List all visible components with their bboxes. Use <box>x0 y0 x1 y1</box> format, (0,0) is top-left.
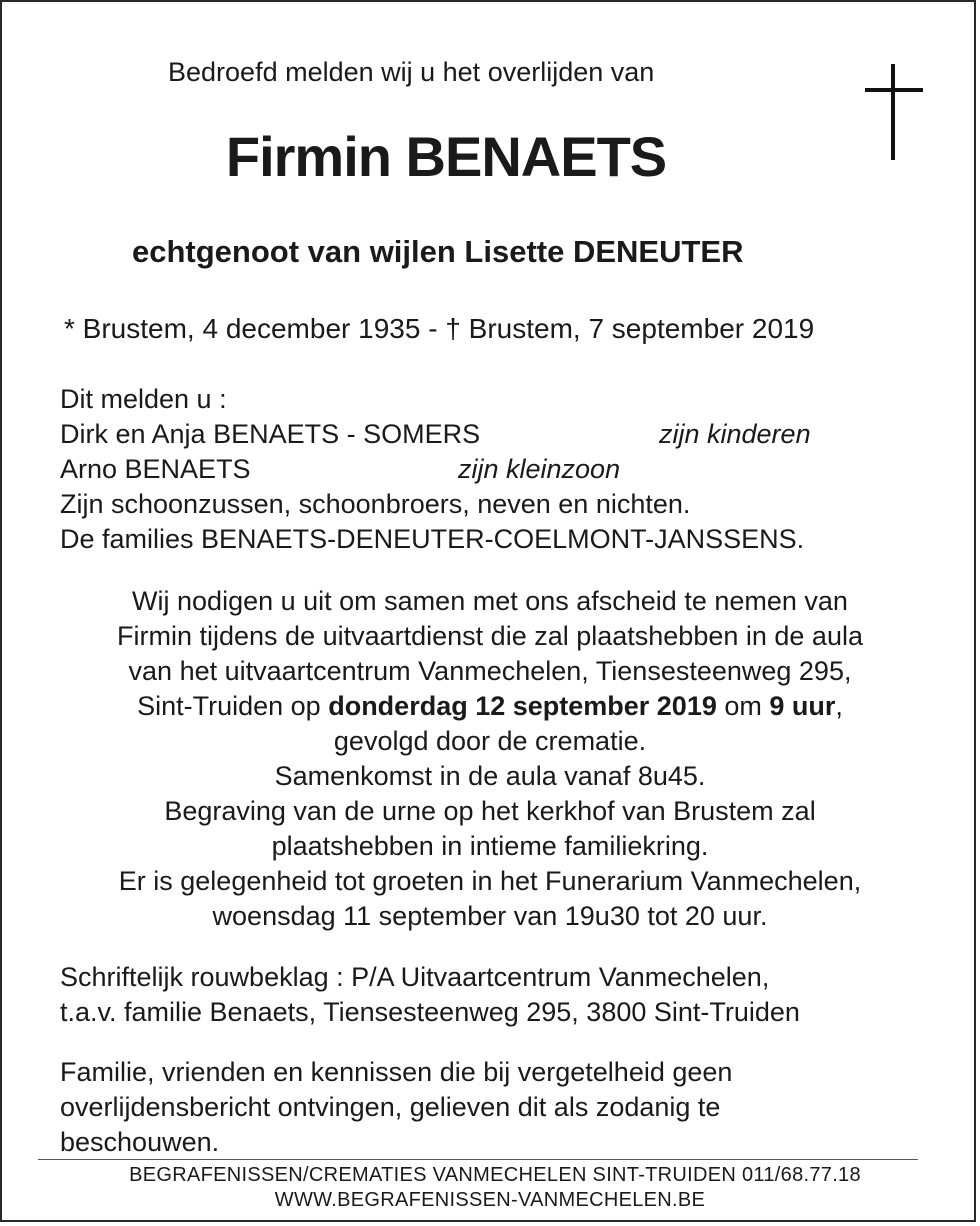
ceremony-line: gevolgd door de crematie. <box>333 726 647 756</box>
family-line: Zijn schoonzussen, schoonbroers, neven en nichten. <box>60 489 691 519</box>
ceremony-line: Wij nodigen u uit om samen met ons afscheid te nemen van <box>132 586 848 616</box>
family-row <box>60 417 480 452</box>
notice-line: Familie, vrienden en kennissen die bij vergetelheid geen <box>60 1057 733 1087</box>
ceremony-line: Firmin tijdens de uitvaartdienst die zal plaatshebben in de aula <box>117 621 863 651</box>
condolence-line: t.a.v. familie Benaets, Tiensesteenweg 295, 3800 Sint-Truiden <box>60 997 800 1027</box>
family-relation: zijn kleinzoon <box>458 454 621 484</box>
ceremony-line: Er is gelegenheid tot groeten in het Funerarium Vanmechelen, <box>118 866 862 896</box>
family-member: Dirk en Anja BENAETS - SOMERS <box>60 419 481 449</box>
ceremony-time: 9 uur <box>769 691 836 721</box>
notice-line: overlijdensbericht ontvingen, gelieven dit als zodanig te <box>60 1092 721 1122</box>
family-relation: zijn kinderen <box>659 419 811 449</box>
condolence-line: Schriftelijk rouwbeklag : P/A Uitvaartcentrum Vanmechelen, <box>60 962 770 992</box>
family-line: De families BENAETS-DENEUTER-COELMONT-JANSSENS. <box>60 524 805 554</box>
ceremony-text: Sint-Truiden op <box>137 691 329 721</box>
ceremony-line: Begraving van de urne op het kerkhof van Brustem zal <box>164 796 816 826</box>
ceremony-date: donderdag 12 september 2019 <box>328 691 717 721</box>
ceremony-line: van het uitvaartcentrum Vanmechelen, Tiensesteenweg 295, <box>128 656 852 686</box>
ceremony-text: , <box>835 691 843 721</box>
ceremony-line: woensdag 11 september van 19u30 tot 20 uur. <box>212 901 768 931</box>
notice-line: beschouwen. <box>60 1127 220 1157</box>
footer-company: BEGRAFENISSEN/CREMATIES VANMECHELEN SINT-TRUIDEN 011/68.77.18 <box>129 1164 861 1186</box>
family-row <box>60 452 251 487</box>
birth-death-dates: * Brustem, 4 december 1935 - † Brustem, 7 september 2019 <box>64 313 815 344</box>
announce-intro: Dit melden u : <box>60 384 227 414</box>
spouse-line: echtgenoot van wijlen Lisette DENEUTER <box>132 234 744 269</box>
intro-text: Bedroefd melden wij u het overlijden van <box>168 57 655 87</box>
footer-website[interactable]: WWW.BEGRAFENISSEN-VANMECHELEN.BE <box>274 1189 706 1211</box>
ceremony-line: plaatshebben in intieme familiekring. <box>271 831 709 861</box>
ceremony-line: Samenkomst in de aula vanaf 8u45. <box>274 761 706 791</box>
deceased-name: Firmin BENAETS <box>225 125 667 188</box>
ceremony-date-line <box>2 689 976 724</box>
footer-divider <box>38 1159 918 1160</box>
ceremony-text: om <box>716 691 770 721</box>
family-member: Arno BENAETS <box>60 454 251 484</box>
